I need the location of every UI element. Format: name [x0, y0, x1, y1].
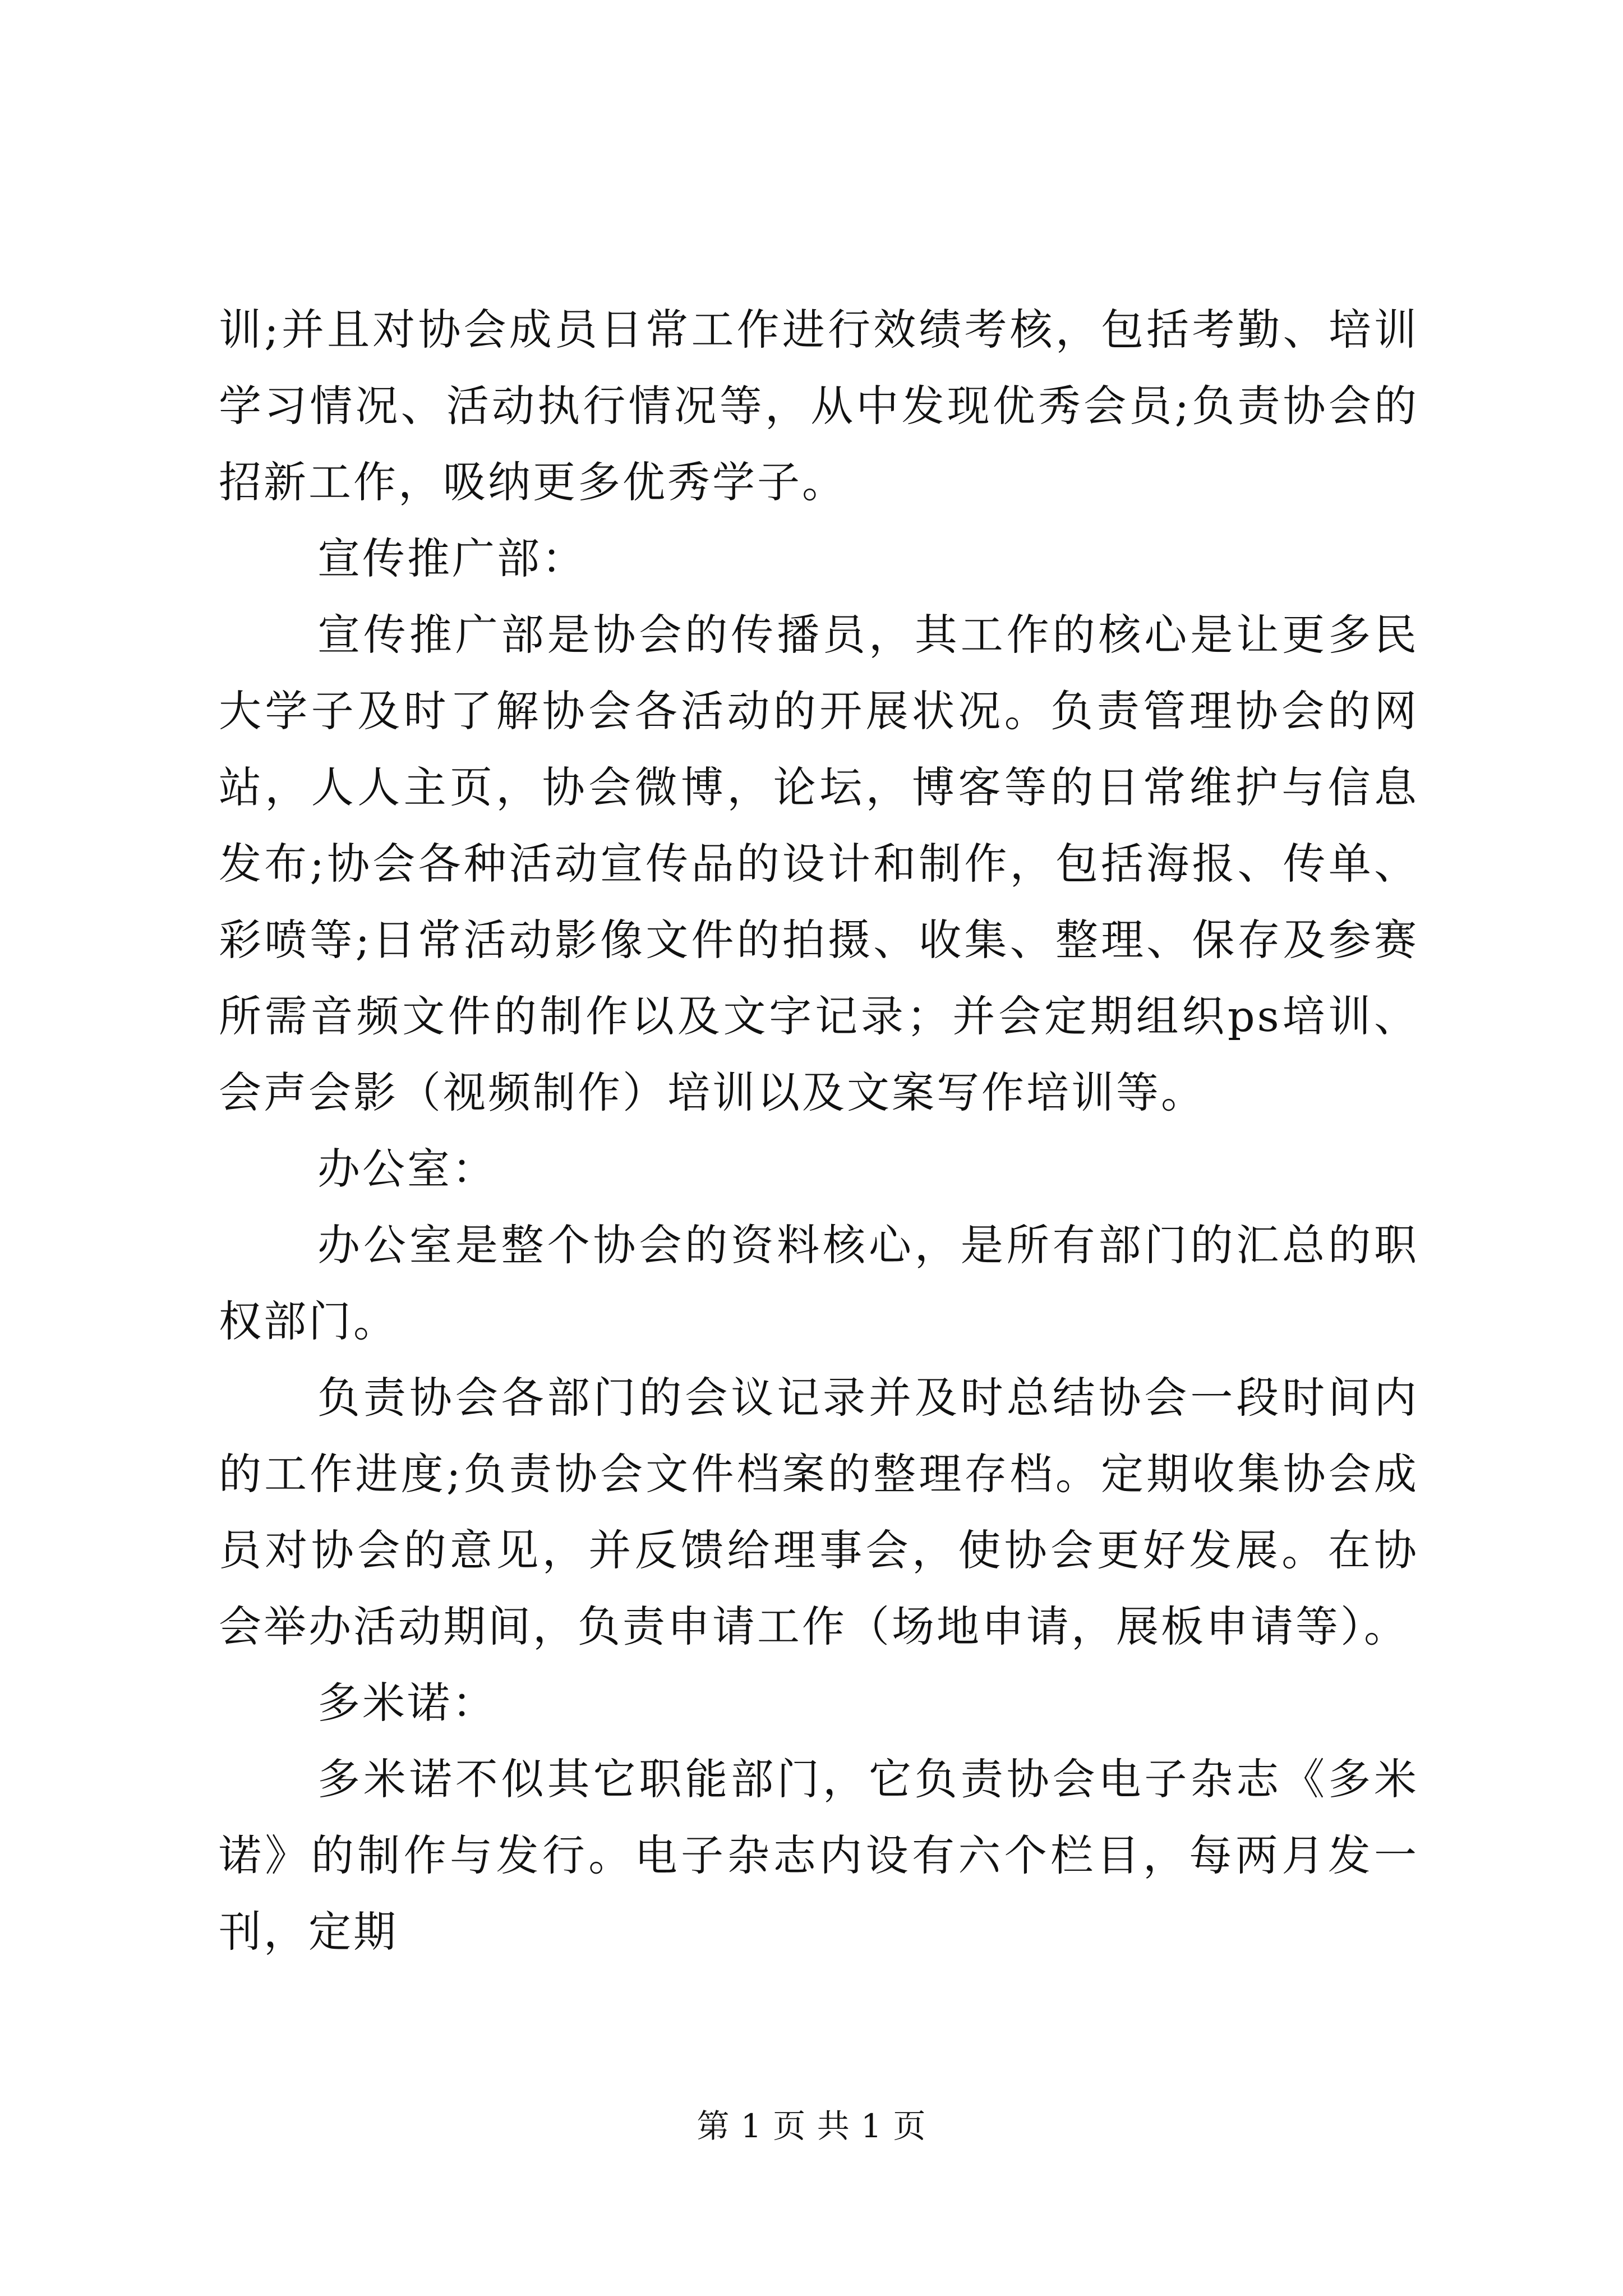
heading-office: 办公室：: [317, 1144, 497, 1194]
paragraph-domino: 多米诺不似其它职能部门，它负责协会电子杂志《多米诺》的制作与发行。电子杂志内设有六个栏目，每两月发一刊，定期: [219, 1754, 1419, 1957]
paragraph-publicity-department: 宣传推广部是协会的传播员，其工作的核心是让更多民大学子及时了解协会各活动的开展状况。负责管理协会的网站，人人主页，协会微博，论坛，博客等的日常维护与信息发布;协会各种活动宣传品的设计和制作，包括海报、传单、彩喷等;日常活动影像文件的拍摄、收集、整理、保存及参赛所需音频文件的制作以及文字记录；并会定期组织ps培训、会声会影（视频制作）培训以及文案写作培训等。: [219, 610, 1419, 1117]
paragraph-office-duties: 负责协会各部门的会议记录并及时总结协会一段时间内的工作进度;负责协会文件档案的整理存档。定期收集协会成员对协会的意见，并反馈给理事会，使协会更好发展。在协会举办活动期间，负责申请工作（场地申请，展板申请等）。: [219, 1373, 1419, 1651]
document-body: [219, 292, 1419, 1970]
heading-publicity-department: 宣传推广部：: [317, 533, 587, 583]
page-number-footer: 第 1 页 共 1 页: [697, 2107, 926, 2145]
paragraph-continuation: 训;并且对协会成员日常工作进行效绩考核，包括考勤、培训学习情况、活动执行情况等，从中发现优秀会员;负责协会的招新工作，吸纳更多优秀学子。: [219, 305, 1419, 507]
paragraph-office-intro: 办公室是整个协会的资料核心，是所有部门的汇总的职权部门。: [219, 1220, 1419, 1346]
heading-domino: 多米诺：: [317, 1678, 497, 1728]
